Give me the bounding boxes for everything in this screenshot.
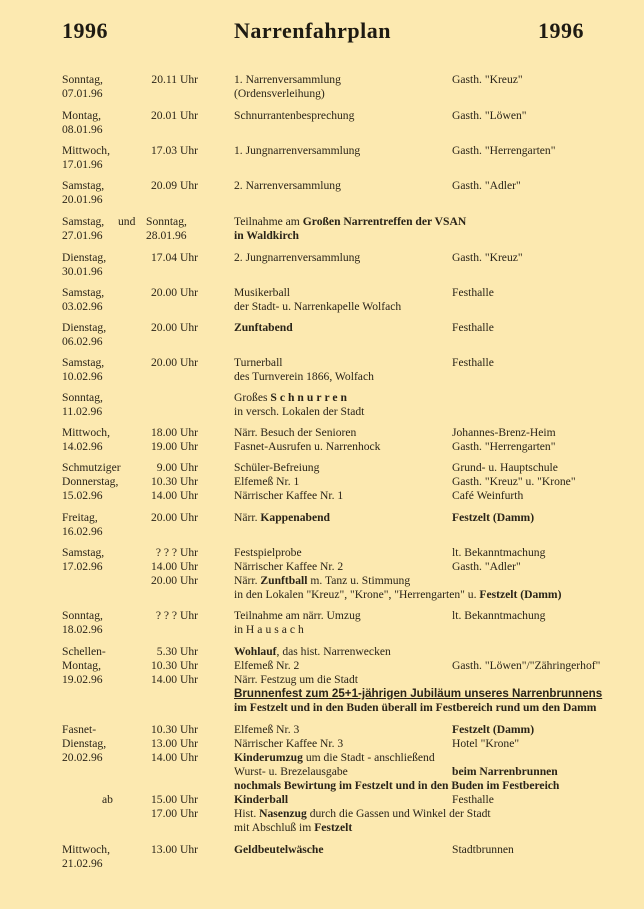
year-right: 1996	[538, 18, 584, 43]
entry-time: 20.00 Uhr	[150, 511, 198, 524]
entry-event: Schüler-Befreiung Elfemeß Nr. 1 Närrischer Kaffee Nr. 1	[234, 461, 344, 502]
entry-event: 1. Jungnarrenversammlung	[234, 144, 361, 157]
entry-location: Festzelt (Damm) Hotel "Krone" beim Narrenbrunnen Festhalle	[452, 723, 558, 806]
entry-location: Stadtbrunnen	[452, 843, 514, 856]
entry-date: Samstag, 10.02.96	[62, 356, 105, 383]
entry-location: Gasth. "Adler"	[452, 179, 521, 192]
entry-event: 2. Narrenversammlung	[234, 179, 341, 192]
entry-location: Gasth. "Kreuz"	[452, 251, 523, 264]
entry-date: Fasnet- Dienstag, 20.02.96	[62, 723, 107, 764]
entry-date: Mittwoch, 17.01.96	[62, 144, 110, 171]
entry-time: 20.00 Uhr	[150, 321, 198, 334]
entry-event: 1. Narrenversammlung (Ordensverleihung)	[234, 73, 341, 100]
entry-event: Schnurrantenbesprechung	[234, 109, 355, 122]
entry-event: Festspielprobe Närrischer Kaffee Nr. 2 Närr. Zunftball m. Tanz u. Stimmung in den Lokalen "Kreuz", "Krone", "Herrengarten" u. Festzelt (Damm)	[234, 546, 562, 601]
entry-location: Gasth. "Löwen"/"Zähringerhof"	[452, 659, 601, 672]
entry-time: 5.30 Uhr 10.30 Uhr 14.00 Uhr	[150, 645, 198, 686]
entry-location: Grund- u. Hauptschule Gasth. "Kreuz" u. "Krone" Café Weinfurth	[452, 461, 576, 502]
entry-location: lt. Bekanntmachung Gasth. "Adler"	[452, 546, 546, 573]
entry-time: 20.01 Uhr	[150, 109, 198, 122]
entry-date: Schellen- Montag, 19.02.96	[62, 645, 106, 686]
entry-event: Geldbeutelwäsche	[234, 843, 324, 856]
entry-event: Teilnahme am Großen Narrentreffen der VSAN in Waldkirch	[234, 215, 467, 242]
entry-time: ? ? ? Uhr	[155, 609, 198, 622]
entry-location: Gasth. "Löwen"	[452, 109, 527, 122]
entry-time: 20.00 Uhr	[150, 286, 198, 299]
entry-location: Gasth. "Herrengarten"	[452, 144, 556, 157]
entry-event: Närr. Kappenabend	[234, 511, 330, 524]
entry-date: Sonntag, 07.01.96	[62, 73, 103, 100]
entry-date: Mittwoch, 21.02.96	[62, 843, 110, 870]
entry-location: Festhalle	[452, 286, 494, 299]
entry-date: Sonntag, 18.02.96	[62, 609, 103, 636]
entry-event: Teilnahme am närr. Umzug in Hausach	[234, 609, 361, 636]
entry-date: Samstag, 27.01.96	[62, 215, 105, 242]
entry-location: lt. Bekanntmachung	[452, 609, 546, 622]
entry-date: Freitag, 16.02.96	[62, 511, 103, 538]
entry-date: Dienstag, 06.02.96	[62, 321, 107, 348]
entry-event: Elfemeß Nr. 3 Närrischer Kaffee Nr. 3 Kinderumzug um die Stadt - anschließend Wurst- u. Brezelausgabe nochmals Bewirtung im Festzelt und in den Buden im Festbereich Kinderball Hist. Nasenzug durch die Gassen und Winkel der Stadt mit Abschluß im Festzelt	[234, 723, 560, 834]
entry-location: Gasth. "Kreuz"	[452, 73, 523, 86]
entry-event: 2. Jungnarrenversammlung	[234, 251, 361, 264]
entry-location: Festzelt (Damm)	[452, 511, 535, 524]
entry-date: Dienstag, 30.01.96	[62, 251, 107, 278]
entry-location: Festhalle	[452, 356, 494, 369]
entry-date-second: Sonntag, 28.01.96	[146, 215, 187, 242]
entry-time: 13.00 Uhr	[150, 843, 198, 856]
entry-location: Festhalle	[452, 321, 494, 334]
year-left: 1996	[62, 18, 108, 43]
page-title: Narrenfahrplan	[234, 18, 391, 43]
entry-event: Närr. Besuch der Senioren Fasnet-Ausrufen u. Narrenhock	[234, 426, 381, 453]
entry-time: 17.03 Uhr	[150, 144, 198, 157]
entry-connector: und	[118, 215, 136, 228]
entry-event: Zunftabend	[234, 321, 293, 334]
entry-time: 20.09 Uhr	[150, 179, 198, 192]
entry-date: Montag, 08.01.96	[62, 109, 103, 136]
entry-event: Turnerball des Turnverein 1866, Wolfach	[234, 356, 374, 383]
entry-ab: ab	[102, 793, 113, 806]
entry-event: Wohlauf, das hist. Narrenwecken Elfemeß Nr. 2 Närr. Festzug um die Stadt Brunnenfest zum 25+1-jährigen Jubiläum unseres Narrenbrunnens im Festzelt und in den Buden überall im Festbereich rund um den Damm	[234, 645, 603, 714]
entry-date: Samstag, 03.02.96	[62, 286, 105, 313]
entry-time: 20.11 Uhr	[151, 73, 198, 86]
entry-time: 10.30 Uhr 13.00 Uhr 14.00 Uhr 15.00 Uhr 17.00 Uhr	[150, 723, 198, 820]
entry-location: Johannes-Brenz-Heim Gasth. "Herrengarten"	[452, 426, 556, 453]
entry-time: 20.00 Uhr	[150, 356, 198, 369]
entry-time: 18.00 Uhr 19.00 Uhr	[150, 426, 198, 453]
entry-time: 17.04 Uhr	[150, 251, 198, 264]
entry-event: Musikerball der Stadt- u. Narrenkapelle Wolfach	[234, 286, 402, 313]
entry-date: Sonntag, 11.02.96	[62, 391, 103, 418]
entry-date: Schmutziger Donnerstag, 15.02.96	[62, 461, 121, 502]
entry-date: Samstag, 17.02.96	[62, 546, 105, 573]
entry-time: ? ? ? Uhr 14.00 Uhr 20.00 Uhr	[150, 546, 198, 587]
entry-event: Großes Schnurren in versch. Lokalen der Stadt	[234, 391, 365, 418]
entry-time: 9.00 Uhr 10.30 Uhr 14.00 Uhr	[150, 461, 198, 502]
entry-date: Samstag, 20.01.96	[62, 179, 105, 206]
entry-date: Mittwoch, 14.02.96	[62, 426, 110, 453]
